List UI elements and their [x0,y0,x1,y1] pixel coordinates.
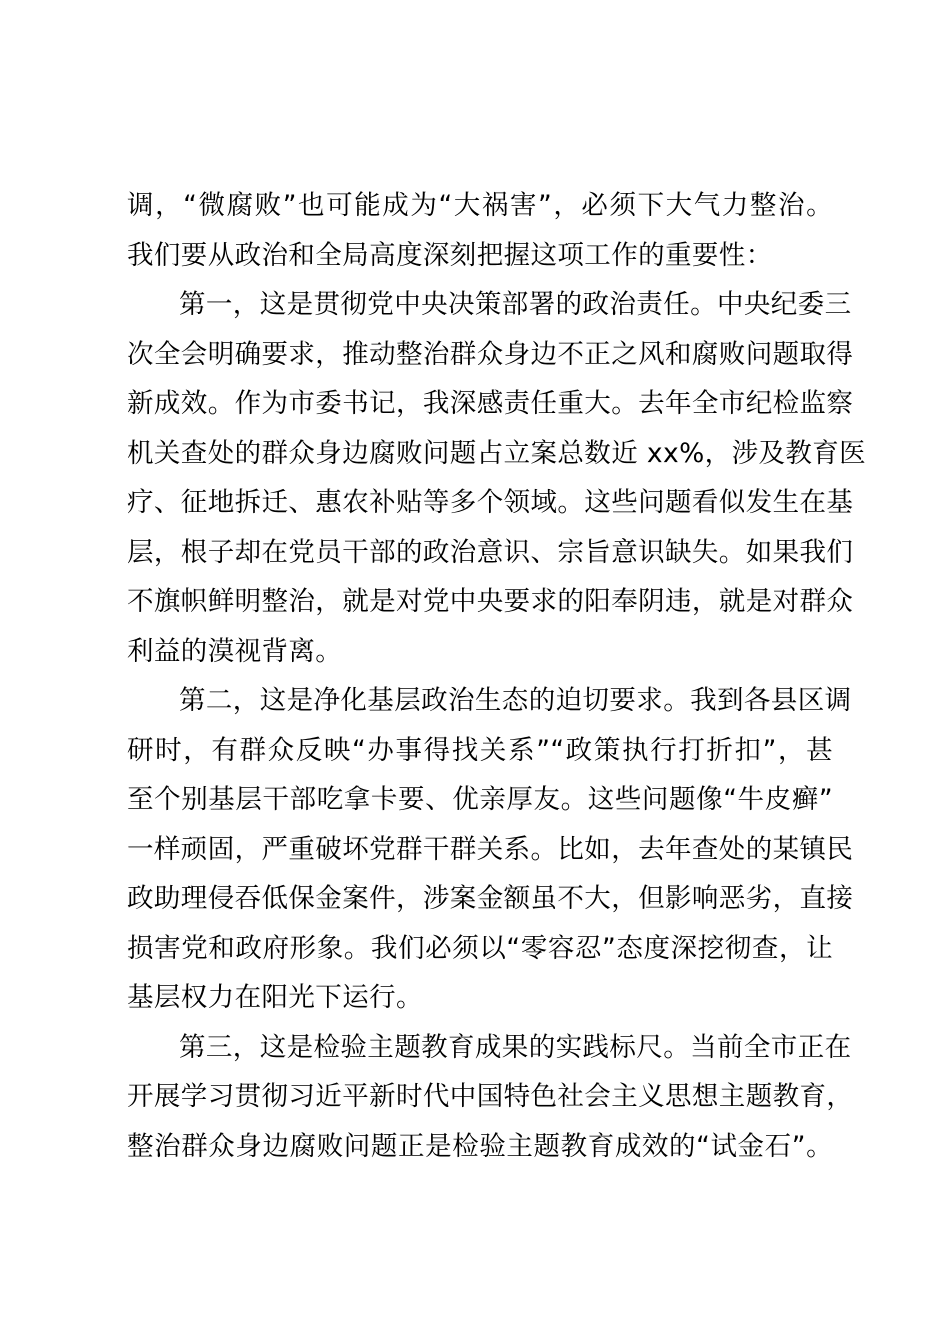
body-text [127,181,867,1171]
text-line: 调，“微腐败”也可能成为“大祸害”，必须下大气力整治。 [127,190,833,221]
text-line: 研时，有群众反映“办事得找关系”“政策执行打折扣”，甚 [127,734,833,766]
text-line: 不旗帜鲜明整治，就是对党中央要求的阳奉阴违，就是对群众 [127,586,854,617]
paragraph-first-line: 第一，这是贯彻党中央决策部署的政治责任。中央纪委三 [179,289,852,320]
text-line: 我们要从政治和全局高度深刻把握这项工作的重要性： [127,239,773,271]
text-line: 基层权力在阳光下运行。 [127,982,423,1013]
text-line: 层，根子却在党员干部的政治意识、宗旨意识缺失。如果我们 [127,536,854,568]
text-line: 整治群众身边腐败问题正是检验主题教育成效的“试金石”。 [127,1130,833,1162]
paragraph-first-line: 第二，这是净化基层政治生态的迫切要求。我到各县区调 [179,685,852,716]
text-line: 损害党和政府形象。我们必须以“零容忍”态度深挖彻查，让 [127,932,833,964]
text-line: 政助理侵吞低保金案件，涉案金额虽不大，但影响恶劣，直接 [127,883,854,914]
text-line: 新成效。作为市委书记，我深感责任重大。去年全市纪检监察 [127,388,854,419]
text-line: 一样顽固，严重破坏党群干群关系。比如，去年查处的某镇民 [127,833,854,865]
text-line: 疗、征地拆迁、惠农补贴等多个领域。这些问题看似发生在基 [127,487,854,518]
text-line: 开展学习贯彻习近平新时代中国特色社会主义思想主题教育， [127,1081,854,1112]
text-line: 利益的漠视背离。 [127,635,343,667]
text-line: 至个别基层干部吃拿卡要、优亲厚友。这些问题像“牛皮癣” [127,784,833,815]
text-line: 次全会明确要求，推动整治群众身边不正之风和腐败问题取得 [127,338,854,370]
paragraph-first-line: 第三，这是检验主题教育成果的实践标尺。当前全市正在 [179,1031,852,1063]
text-line: 机关查处的群众身边腐败问题占立案总数近 xx%，涉及教育医 [127,437,867,469]
